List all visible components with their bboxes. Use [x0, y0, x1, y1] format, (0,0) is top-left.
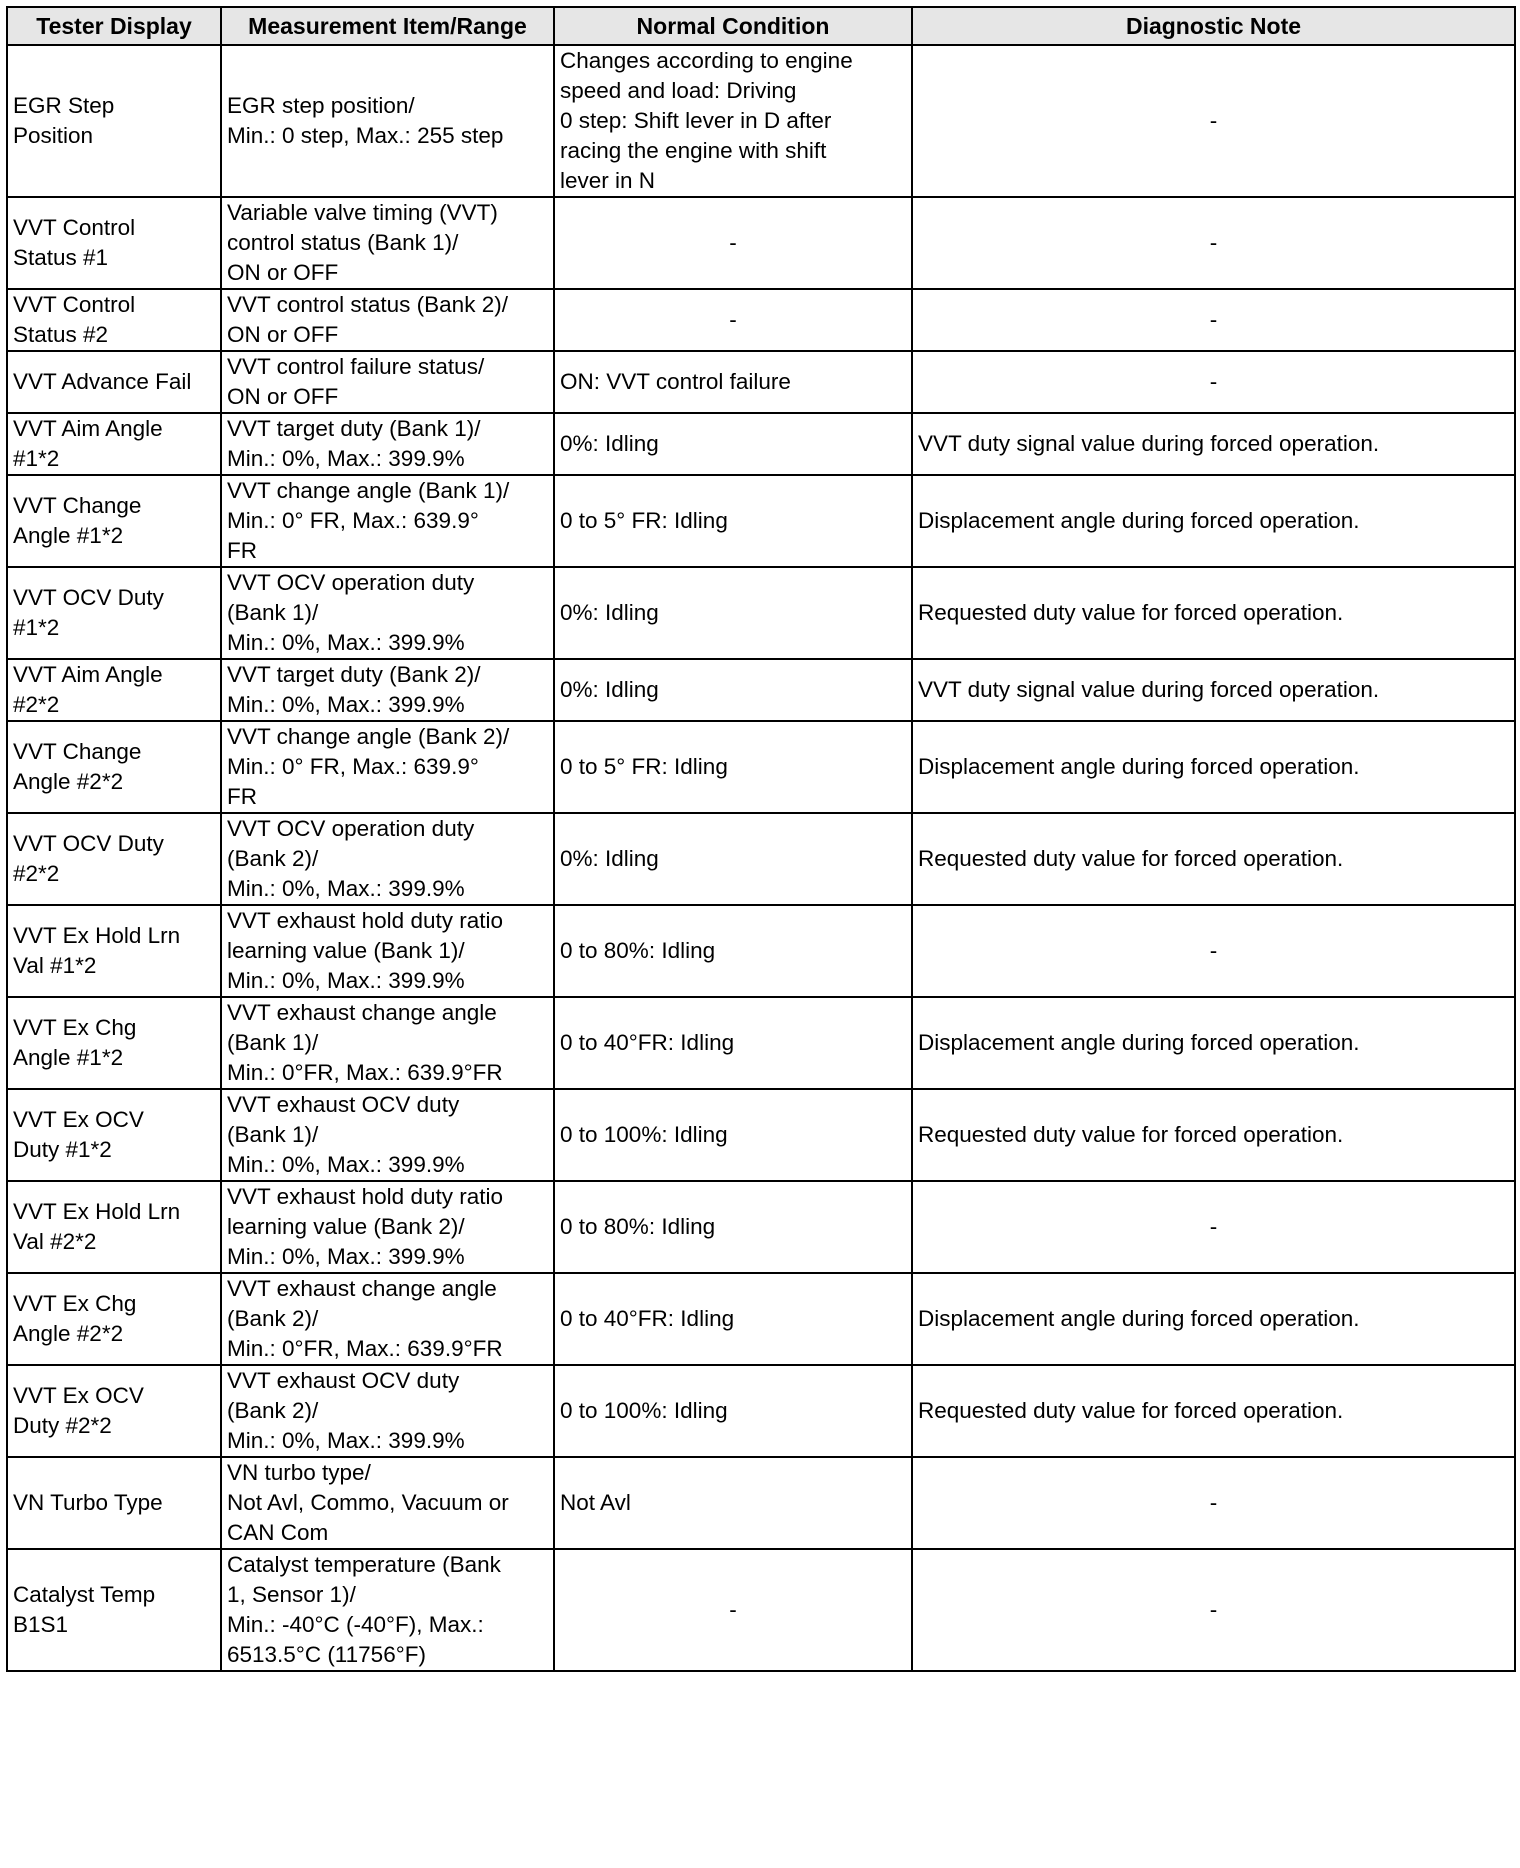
cell-normal-condition: Changes according to engine speed and load: Driving 0 step: Shift lever in D after racing the engine with shift lever in N — [554, 45, 912, 197]
cell-measurement-item: VVT control failure status/ ON or OFF — [221, 351, 554, 413]
cell-measurement-item: Catalyst temperature (Bank 1, Sensor 1)/ Min.: -40°C (-40°F), Max.: 6513.5°C (11756°F) — [221, 1549, 554, 1671]
cell-diagnostic-note: Displacement angle during forced operation. — [912, 997, 1515, 1089]
cell-normal-condition: 0 to 80%: Idling — [554, 1181, 912, 1273]
cell-normal-condition: 0%: Idling — [554, 567, 912, 659]
cell-tester-display: VVT Ex Chg Angle #1*2 — [7, 997, 221, 1089]
cell-diagnostic-note: - — [912, 1549, 1515, 1671]
cell-tester-display: VVT Ex Hold Lrn Val #2*2 — [7, 1181, 221, 1273]
cell-normal-condition: 0 to 40°FR: Idling — [554, 997, 912, 1089]
cell-diagnostic-note: Displacement angle during forced operation. — [912, 475, 1515, 567]
table-row — [7, 45, 1515, 197]
cell-measurement-item: VVT OCV operation duty (Bank 1)/ Min.: 0%, Max.: 399.9% — [221, 567, 554, 659]
cell-tester-display: VVT OCV Duty #2*2 — [7, 813, 221, 905]
cell-diagnostic-note: Requested duty value for forced operation. — [912, 1089, 1515, 1181]
cell-measurement-item: VVT exhaust hold duty ratio learning value (Bank 2)/ Min.: 0%, Max.: 399.9% — [221, 1181, 554, 1273]
cell-tester-display: VVT Change Angle #2*2 — [7, 721, 221, 813]
cell-measurement-item: VVT target duty (Bank 2)/ Min.: 0%, Max.: 399.9% — [221, 659, 554, 721]
cell-tester-display: VVT Ex OCV Duty #1*2 — [7, 1089, 221, 1181]
cell-diagnostic-note: - — [912, 289, 1515, 351]
cell-normal-condition: - — [554, 1549, 912, 1671]
cell-tester-display: Catalyst Temp B1S1 — [7, 1549, 221, 1671]
table-row — [7, 475, 1515, 567]
cell-tester-display: VVT Ex Hold Lrn Val #1*2 — [7, 905, 221, 997]
table-row — [7, 905, 1515, 997]
cell-normal-condition: 0 to 5° FR: Idling — [554, 721, 912, 813]
cell-normal-condition: 0%: Idling — [554, 413, 912, 475]
cell-diagnostic-note: - — [912, 351, 1515, 413]
table-row — [7, 567, 1515, 659]
header-diagnostic-note: Diagnostic Note — [912, 7, 1515, 45]
cell-normal-condition: 0 to 100%: Idling — [554, 1089, 912, 1181]
cell-normal-condition: 0 to 5° FR: Idling — [554, 475, 912, 567]
table-row — [7, 1273, 1515, 1365]
cell-diagnostic-note: Requested duty value for forced operation. — [912, 567, 1515, 659]
cell-tester-display: VVT Aim Angle #2*2 — [7, 659, 221, 721]
cell-measurement-item: VVT exhaust OCV duty (Bank 2)/ Min.: 0%, Max.: 399.9% — [221, 1365, 554, 1457]
cell-tester-display: EGR Step Position — [7, 45, 221, 197]
cell-measurement-item: VVT change angle (Bank 2)/ Min.: 0° FR, Max.: 639.9° FR — [221, 721, 554, 813]
cell-tester-display: VVT Advance Fail — [7, 351, 221, 413]
cell-measurement-item: EGR step position/ Min.: 0 step, Max.: 255 step — [221, 45, 554, 197]
table-row — [7, 659, 1515, 721]
cell-measurement-item: VVT exhaust OCV duty (Bank 1)/ Min.: 0%, Max.: 399.9% — [221, 1089, 554, 1181]
cell-diagnostic-note: VVT duty signal value during forced operation. — [912, 659, 1515, 721]
table-row — [7, 1457, 1515, 1549]
header-normal-condition: Normal Condition — [554, 7, 912, 45]
table-row — [7, 1181, 1515, 1273]
data-list-table — [6, 6, 1516, 1672]
cell-tester-display: VVT OCV Duty #1*2 — [7, 567, 221, 659]
cell-normal-condition: Not Avl — [554, 1457, 912, 1549]
cell-diagnostic-note: - — [912, 1457, 1515, 1549]
cell-normal-condition: - — [554, 197, 912, 289]
cell-tester-display: VVT Control Status #1 — [7, 197, 221, 289]
table-row — [7, 1365, 1515, 1457]
cell-tester-display: VVT Control Status #2 — [7, 289, 221, 351]
cell-diagnostic-note: Displacement angle during forced operation. — [912, 721, 1515, 813]
cell-measurement-item: VVT target duty (Bank 1)/ Min.: 0%, Max.: 399.9% — [221, 413, 554, 475]
cell-normal-condition: 0 to 40°FR: Idling — [554, 1273, 912, 1365]
cell-tester-display: VVT Aim Angle #1*2 — [7, 413, 221, 475]
table-row — [7, 1089, 1515, 1181]
cell-measurement-item: VVT OCV operation duty (Bank 2)/ Min.: 0%, Max.: 399.9% — [221, 813, 554, 905]
cell-measurement-item: VVT exhaust change angle (Bank 2)/ Min.: 0°FR, Max.: 639.9°FR — [221, 1273, 554, 1365]
cell-diagnostic-note: - — [912, 1181, 1515, 1273]
cell-diagnostic-note: Displacement angle during forced operation. — [912, 1273, 1515, 1365]
table-row — [7, 197, 1515, 289]
table-row — [7, 289, 1515, 351]
cell-normal-condition: 0%: Idling — [554, 813, 912, 905]
header-measurement-item: Measurement Item/Range — [221, 7, 554, 45]
header-tester-display: Tester Display — [7, 7, 221, 45]
cell-diagnostic-note: Requested duty value for forced operation. — [912, 1365, 1515, 1457]
cell-normal-condition: 0 to 80%: Idling — [554, 905, 912, 997]
cell-diagnostic-note: - — [912, 905, 1515, 997]
cell-diagnostic-note: - — [912, 197, 1515, 289]
cell-normal-condition: ON: VVT control failure — [554, 351, 912, 413]
cell-normal-condition: - — [554, 289, 912, 351]
cell-measurement-item: VVT change angle (Bank 1)/ Min.: 0° FR, Max.: 639.9° FR — [221, 475, 554, 567]
table-header — [7, 7, 1515, 45]
cell-measurement-item: Variable valve timing (VVT) control status (Bank 1)/ ON or OFF — [221, 197, 554, 289]
table-row — [7, 413, 1515, 475]
table-row — [7, 1549, 1515, 1671]
cell-normal-condition: 0 to 100%: Idling — [554, 1365, 912, 1457]
header-row — [7, 7, 1515, 45]
cell-measurement-item: VVT exhaust change angle (Bank 1)/ Min.: 0°FR, Max.: 639.9°FR — [221, 997, 554, 1089]
cell-normal-condition: 0%: Idling — [554, 659, 912, 721]
cell-diagnostic-note: Requested duty value for forced operation. — [912, 813, 1515, 905]
table-row — [7, 997, 1515, 1089]
table-row — [7, 351, 1515, 413]
cell-tester-display: VVT Ex OCV Duty #2*2 — [7, 1365, 221, 1457]
cell-measurement-item: VVT control status (Bank 2)/ ON or OFF — [221, 289, 554, 351]
cell-tester-display: VVT Change Angle #1*2 — [7, 475, 221, 567]
cell-tester-display: VVT Ex Chg Angle #2*2 — [7, 1273, 221, 1365]
cell-diagnostic-note: VVT duty signal value during forced operation. — [912, 413, 1515, 475]
cell-measurement-item: VN turbo type/ Not Avl, Commo, Vacuum or CAN Com — [221, 1457, 554, 1549]
table-body — [7, 45, 1515, 1671]
cell-measurement-item: VVT exhaust hold duty ratio learning value (Bank 1)/ Min.: 0%, Max.: 399.9% — [221, 905, 554, 997]
table-row — [7, 721, 1515, 813]
table-row — [7, 813, 1515, 905]
cell-diagnostic-note: - — [912, 45, 1515, 197]
cell-tester-display: VN Turbo Type — [7, 1457, 221, 1549]
